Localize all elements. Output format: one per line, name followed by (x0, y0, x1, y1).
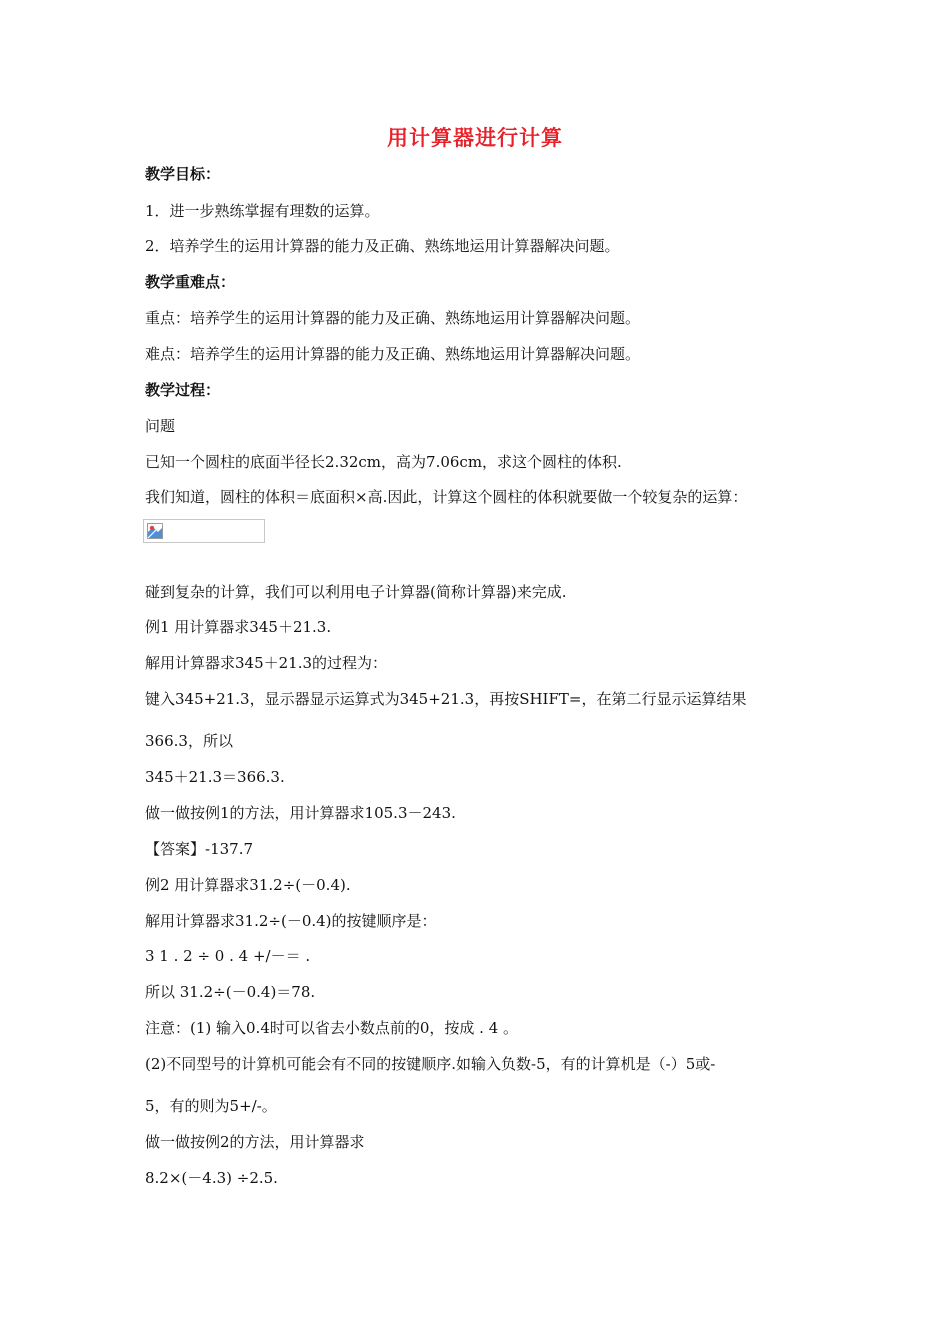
example-1-solution: 解用计算器求345＋21.3的过程为： (145, 654, 388, 672)
exercise-2: 做一做按例2的方法，用计算器求 (145, 1133, 365, 1151)
problem-text: 已知一个圆柱的底面半径长2.32cm，高为7.06cm，求这个圆柱的体积. (145, 453, 622, 471)
exercise-1: 做一做按例1的方法，用计算器求105.3－243. (145, 804, 456, 822)
example-2-key-sequence: 3 1 . 2 ÷ 0 . 4 +/－＝ . (145, 947, 311, 965)
exercise-1-answer: 【答案】-137.7 (145, 840, 254, 858)
note-2: (2)不同型号的计算机可能会有不同的按键顺序.如输入负数-5，有的计算机是（-）5或- (145, 1055, 716, 1073)
calculator-intro: 碰到复杂的计算，我们可以利用电子计算器(简称计算器)来完成. (145, 583, 567, 601)
exercise-2-expression: 8.2×(－4.3) ÷2.5. (145, 1169, 278, 1187)
example-1-equation: 345＋21.3＝366.3. (145, 768, 285, 786)
heading-key-points: 教学重难点： (145, 273, 236, 291)
page-title: 用计算器进行计算 (387, 126, 563, 150)
note-2-continued: 5，有的则为5+/-。 (145, 1097, 277, 1115)
objective-2: 2．培养学生的运用计算器的能力及正确、熟练地运用计算器解决问题。 (145, 237, 620, 255)
example-2-result: 所以 31.2÷(－0.4)＝78. (145, 983, 316, 1001)
example-2: 例2 用计算器求31.2÷(－0.4). (145, 876, 351, 894)
formula-image-placeholder (143, 519, 265, 543)
note-1: 注意：(1) 输入0.4时可以省去小数点前的0，按成 . 4 。 (145, 1019, 519, 1037)
example-1: 例1 用计算器求345＋21.3. (145, 618, 332, 636)
problem-label: 问题 (145, 417, 176, 435)
example-1-steps: 键入345+21.3，显示器显示运算式为345+21.3，再按SHIFT=，在第二行显示运算结果 (145, 690, 747, 708)
broken-image-icon (147, 523, 163, 539)
example-2-solution: 解用计算器求31.2÷(－0.4)的按键顺序是： (145, 912, 437, 930)
difficult-point: 难点：培养学生的运用计算器的能力及正确、熟练地运用计算器解决问题。 (145, 345, 641, 363)
key-point: 重点：培养学生的运用计算器的能力及正确、熟练地运用计算器解决问题。 (145, 309, 641, 327)
heading-objectives: 教学目标： (145, 165, 221, 183)
heading-process: 教学过程： (145, 381, 221, 399)
example-1-result-text: 366.3，所以 (145, 732, 233, 750)
problem-explanation: 我们知道，圆柱的体积＝底面积×高.因此，计算这个圆柱的体积就要做一个较复杂的运算： (145, 488, 748, 506)
objective-1: 1．进一步熟练掌握有理数的运算。 (145, 202, 380, 220)
